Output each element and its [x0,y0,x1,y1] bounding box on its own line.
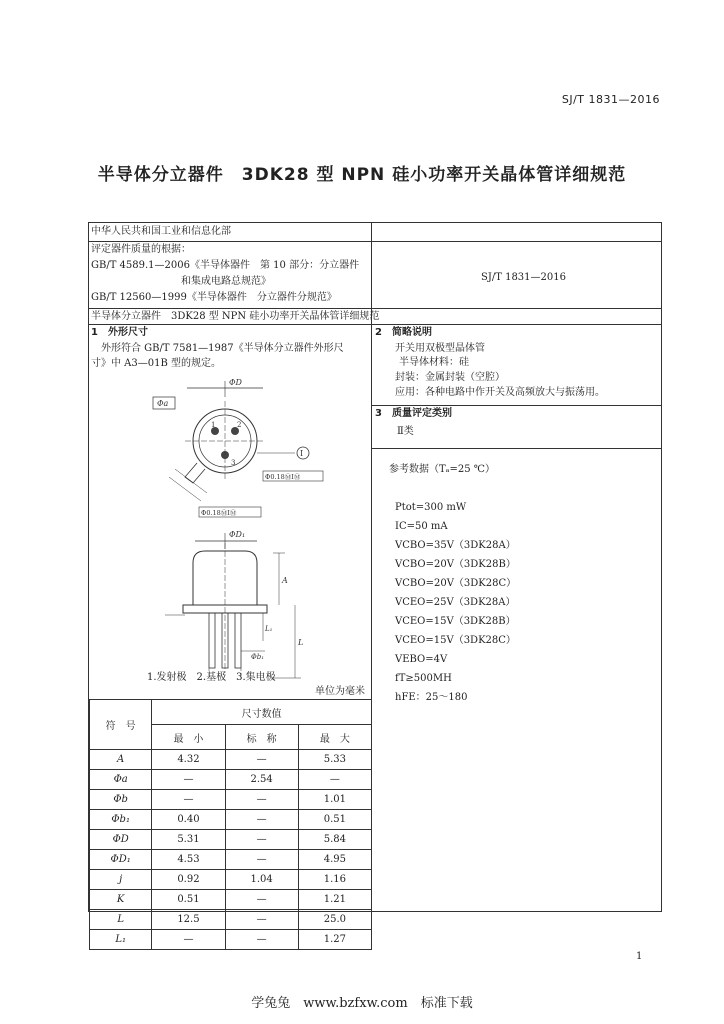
table-row: K 0.51 — 1.21 [90,890,372,910]
ref-item-vebo: VEBO=4V [395,654,448,665]
issuer-text: 中华人民共和国工业和信息化部 [91,226,231,237]
pin-label-1: 1 [211,421,216,429]
col-header-nom: 标 称 [225,725,298,750]
symbol-header: 符 号 [90,700,152,750]
table-row: L 12.5 — 25.0 [90,910,372,930]
label-dim-l: L [298,638,304,647]
section2-line-4: 应用：各种电路中作开关及高频放大与振荡用。 [395,387,605,398]
footer-link[interactable]: 学兔兔 www.bzfxw.com 标准下载 [251,996,473,1011]
ref-item-ptot: Ptot=300 mW [395,502,467,513]
section1-text-1: 外形符合 GB/T 7581—1987《半导体分立器件外形尺 [101,343,344,354]
label-phi-b1: Φb₁ [251,653,265,661]
quality-category: Ⅱ类 [397,426,414,437]
table-row: Φb₁ 0.40 — 0.51 [90,810,372,830]
tolerance-label-2: Φ0.18ⓂⅠⓂ [201,509,237,517]
basis-line-2: 和集成电路总规范》 [91,276,271,287]
ref-item-vceo-c: VCEO=15V（3DK28C） [395,635,516,646]
ref-item-vceo-a: VCEO=25V（3DK28A） [395,597,516,608]
table-row: Φa — 2.54 — [90,770,372,790]
table-row: Φb — — 1.01 [90,790,372,810]
basis-line-1: GB/T 4589.1—2006《半导体器件 第 10 部分：分立器件 [91,260,360,271]
tolerance-label-1: Φ0.18ⓂⅠⓂ [265,473,301,481]
label-phi-a: Φa [157,399,169,408]
standard-number: SJ/T 1831—2016 [561,93,660,106]
pin-label-2: 2 [237,421,242,429]
table-row: j 0.92 1.04 1.16 [90,870,372,890]
basis-label: 评定器件质量的根据： [91,244,191,255]
label-phi-d: ΦD [229,378,242,387]
col-header-max: 最 大 [298,725,371,750]
ref-item-ft: fT≥500MH [395,673,452,684]
page-number: 1 [636,951,643,962]
basis-line-3: GB/T 12560—1999《半导体器件 分立器件分规范》 [91,292,337,303]
section2-line-2: 半导体材料：硅 [399,357,469,368]
datum-ref-label: Ⅰ [300,449,304,458]
label-dim-l1: L₁ [265,625,273,633]
section1-title: 1 外形尺寸 [91,327,148,338]
col-header-min: 最 小 [152,725,225,750]
pin-legend: 1.发射极 2.基极 3.集电极 [147,672,276,683]
dimension-table [89,699,372,950]
spec-frame [88,222,662,945]
section2-line-1: 开关用双极型晶体管 [395,343,485,354]
outline-drawing [145,373,375,683]
unit-note: 单位为毫米 [315,686,365,697]
label-phi-d1: ΦD₁ [229,530,246,539]
table-row: A 4.32 — 5.33 [90,750,372,770]
document-title: 半导体分立器件 3DK28 型 NPN 硅小功率开关晶体管详细规范 [97,165,627,185]
table-row: L₁ — — 1.27 [90,930,372,950]
ref-item-vcbo-b: VCBO=20V（3DK28B） [395,559,516,570]
table-row: ΦD₁ 4.53 — 4.95 [90,850,372,870]
spec-name: 半导体分立器件 3DK28 型 NPN 硅小功率开关晶体管详细规范 [91,311,380,322]
table-row: ΦD 5.31 — 5.84 [90,830,372,850]
label-dim-a: A [282,576,288,585]
section3-title: 3 质量评定类别 [375,408,452,419]
section2-title: 2 简略说明 [375,327,432,338]
ref-item-hfe: hFE：25～180 [395,692,468,703]
section1-text-2: 寸》中 A3—01B 型的规定。 [91,358,222,369]
ref-item-ic: IC=50 mA [395,521,448,532]
size-header: 尺寸数值 [152,700,372,725]
ref-item-vcbo-c: VCBO=20V（3DK28C） [395,578,517,589]
ref-item-vceo-b: VCEO=15V（3DK28B） [395,616,516,627]
ref-data-title: 参考数据（Tₐ=25 ℃） [389,464,495,475]
section2-line-3: 封装：金属封装（空腔） [395,372,505,383]
ref-item-vcbo-a: VCBO=35V（3DK28A） [395,540,516,551]
pin-label-3: 3 [231,459,236,467]
spec-number: SJ/T 1831—2016 [481,272,566,283]
